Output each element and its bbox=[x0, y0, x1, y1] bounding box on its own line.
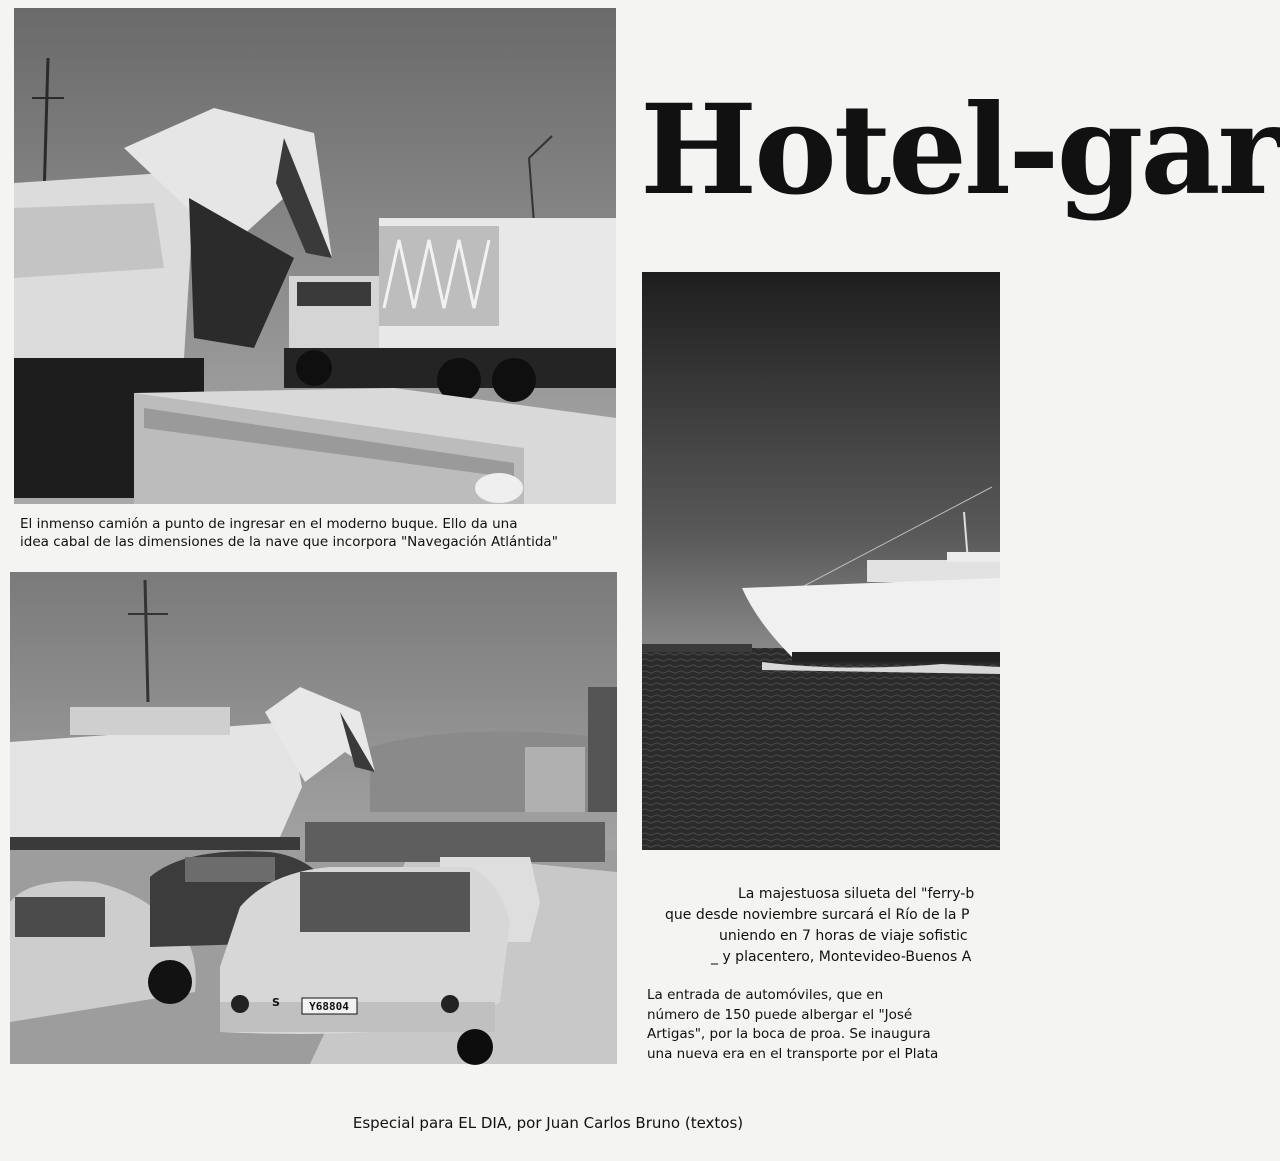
caption-cars-line-4: una nueva era en el transporte por el Plata bbox=[647, 1045, 939, 1062]
photo-cars-quay bbox=[10, 572, 617, 1064]
byline-credit-text: Especial para EL DIA, por Juan Carlos Bruno (textos) bbox=[352, 1114, 744, 1132]
caption-cars-line-3: Artigas", por la boca de proa. Se inaugura bbox=[647, 1026, 931, 1042]
caption-truck-line-1: El inmenso camión a punto de ingresar en el moderno buque. Ello da una bbox=[20, 516, 518, 532]
photo-ferry-at-sea bbox=[642, 272, 1000, 850]
caption-ferry bbox=[665, 884, 974, 968]
photo-truck-boarding-image bbox=[14, 8, 616, 504]
caption-truck bbox=[20, 515, 558, 551]
license-plate-prefix: S bbox=[272, 996, 280, 1009]
photo-truck-boarding bbox=[14, 8, 616, 504]
photo-ferry-at-sea-image bbox=[642, 272, 1000, 850]
caption-ferry-line-1: La majestuosa silueta del "ferry-b bbox=[738, 886, 975, 902]
caption-ferry-line-3: uniendo en 7 horas de viaje sofistic bbox=[719, 928, 968, 944]
photo-cars-quay-image bbox=[10, 572, 617, 1064]
caption-truck-line-2: idea cabal de las dimensiones de la nave que incorpora "Navegación Atlántida" bbox=[20, 534, 558, 550]
headline: Hotel-gar bbox=[640, 78, 1280, 223]
caption-cars-line-1: La entrada de automóviles, que en bbox=[647, 987, 884, 1003]
byline-credit bbox=[0, 1114, 1000, 1132]
caption-cars bbox=[647, 986, 938, 1064]
caption-cars-line-2: número de 150 puede albergar el "José bbox=[647, 1006, 913, 1023]
caption-ferry-line-2: que desde noviembre surcará el Río de la P bbox=[665, 907, 970, 923]
license-plate-text: Y68804 bbox=[309, 1000, 349, 1013]
caption-ferry-line-4: _ y placentero, Montevideo-Buenos A bbox=[711, 949, 972, 965]
